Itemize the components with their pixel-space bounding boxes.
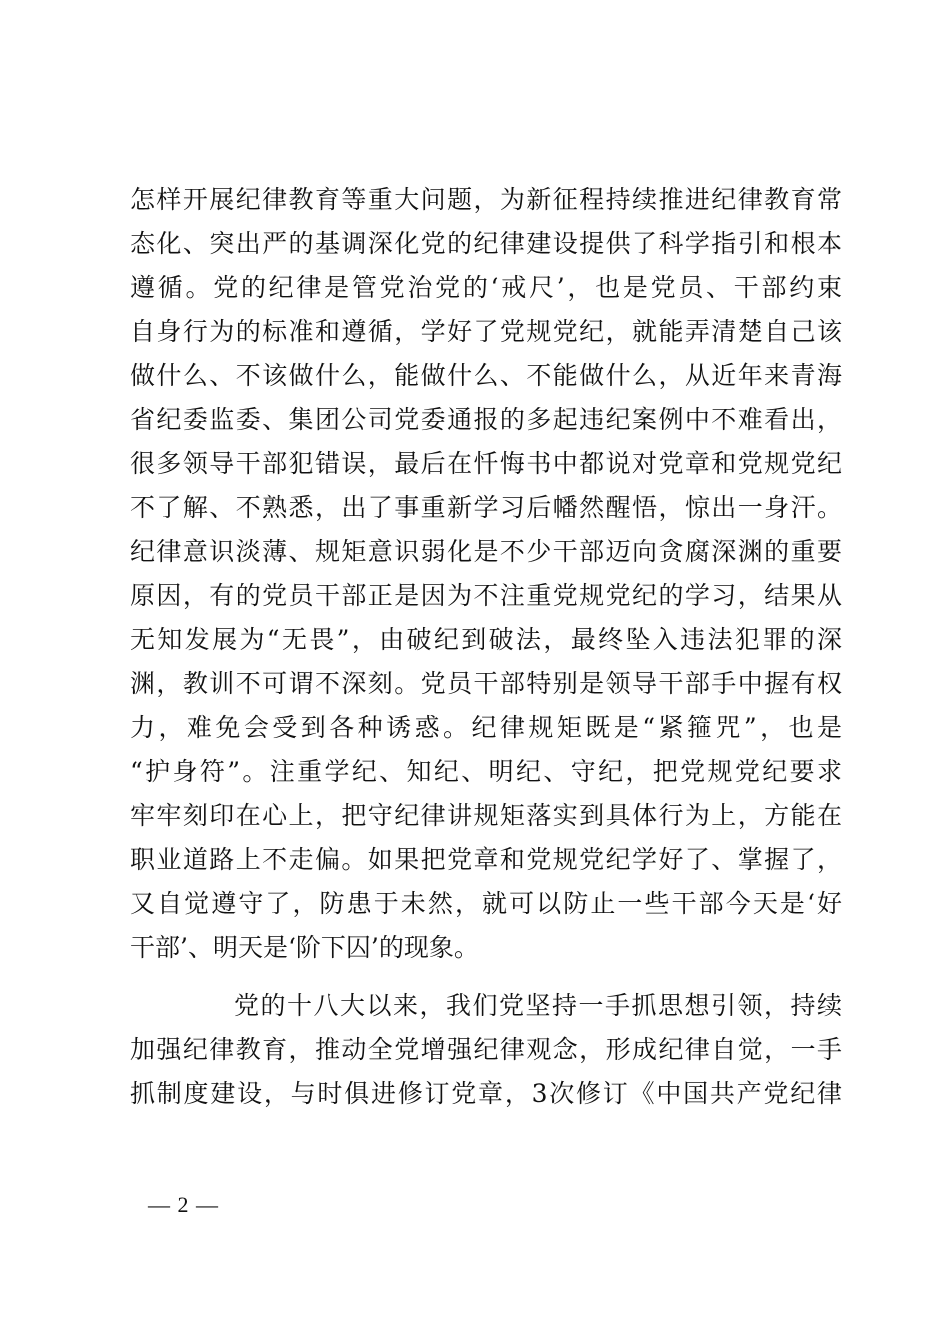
text-line: 态化、突出严的基调深化党的纪律建设提供了科学指引和根本 bbox=[130, 229, 842, 258]
text-line: 又自觉遵守了，防患于未然，就可以防止一些干部今天是‘好 bbox=[130, 889, 842, 918]
text-line: 干部’、明天是‘阶下囚’的现象。 bbox=[130, 933, 479, 962]
text-line: 牢牢刻印在心上，把守纪律讲规矩落实到具体行为上，方能在 bbox=[130, 801, 842, 830]
text-line: 职业道路上不走偏。如果把党章和党规党纪学好了、掌握了， bbox=[130, 845, 842, 874]
text-line: 力，难免会受到各种诱惑。纪律规矩既是“紧箍咒”，也是 bbox=[130, 713, 842, 742]
text-line: 省纪委监委、集团公司党委通报的多起违纪案例中不难看出， bbox=[130, 405, 842, 434]
paragraph-2 bbox=[130, 984, 842, 1116]
text-line: 渊，教训不可谓不深刻。党员干部特别是领导干部手中握有权 bbox=[130, 669, 842, 698]
paragraph-spacer bbox=[130, 970, 842, 984]
text-line: 党的十八大以来，我们党坚持一手抓思想引领，持续 bbox=[234, 991, 842, 1020]
text-line: 加强纪律教育，推动全党增强纪律观念，形成纪律自觉，一手 bbox=[130, 1035, 842, 1064]
text-line: 无知发展为“无畏”，由破纪到破法，最终坠入违法犯罪的深 bbox=[130, 625, 842, 654]
text-line: 做什么、不该做什么，能做什么、不能做什么，从近年来青海 bbox=[130, 361, 842, 390]
text-line: “护身符”。注重学纪、知纪、明纪、守纪，把党规党纪要求 bbox=[130, 757, 842, 786]
text-line: 自身行为的标准和遵循，学好了党规党纪，就能弄清楚自己该 bbox=[130, 317, 842, 346]
text-line: 不了解、不熟悉，出了事重新学习后幡然醒悟，惊出一身汗。 bbox=[130, 493, 842, 522]
text-line: 很多领导干部犯错误，最后在忏悔书中都说对党章和党规党纪 bbox=[130, 449, 842, 478]
body-text bbox=[130, 178, 842, 1116]
text-line: 纪律意识淡薄、规矩意识弱化是不少干部迈向贪腐深渊的重要 bbox=[130, 537, 842, 566]
text-line: 原因，有的党员干部正是因为不注重党规党纪的学习，结果从 bbox=[130, 581, 842, 610]
text-line: 遵循。党的纪律是管党治党的‘戒尺’，也是党员、干部约束 bbox=[130, 273, 842, 302]
page-number: — 2 — bbox=[148, 1192, 219, 1217]
text-line: 抓制度建设，与时俱进修订党章，3次修订《中国共产党纪律 bbox=[130, 1079, 842, 1108]
paragraph-1 bbox=[130, 178, 842, 970]
text-line: 怎样开展纪律教育等重大问题，为新征程持续推进纪律教育常 bbox=[130, 185, 842, 214]
